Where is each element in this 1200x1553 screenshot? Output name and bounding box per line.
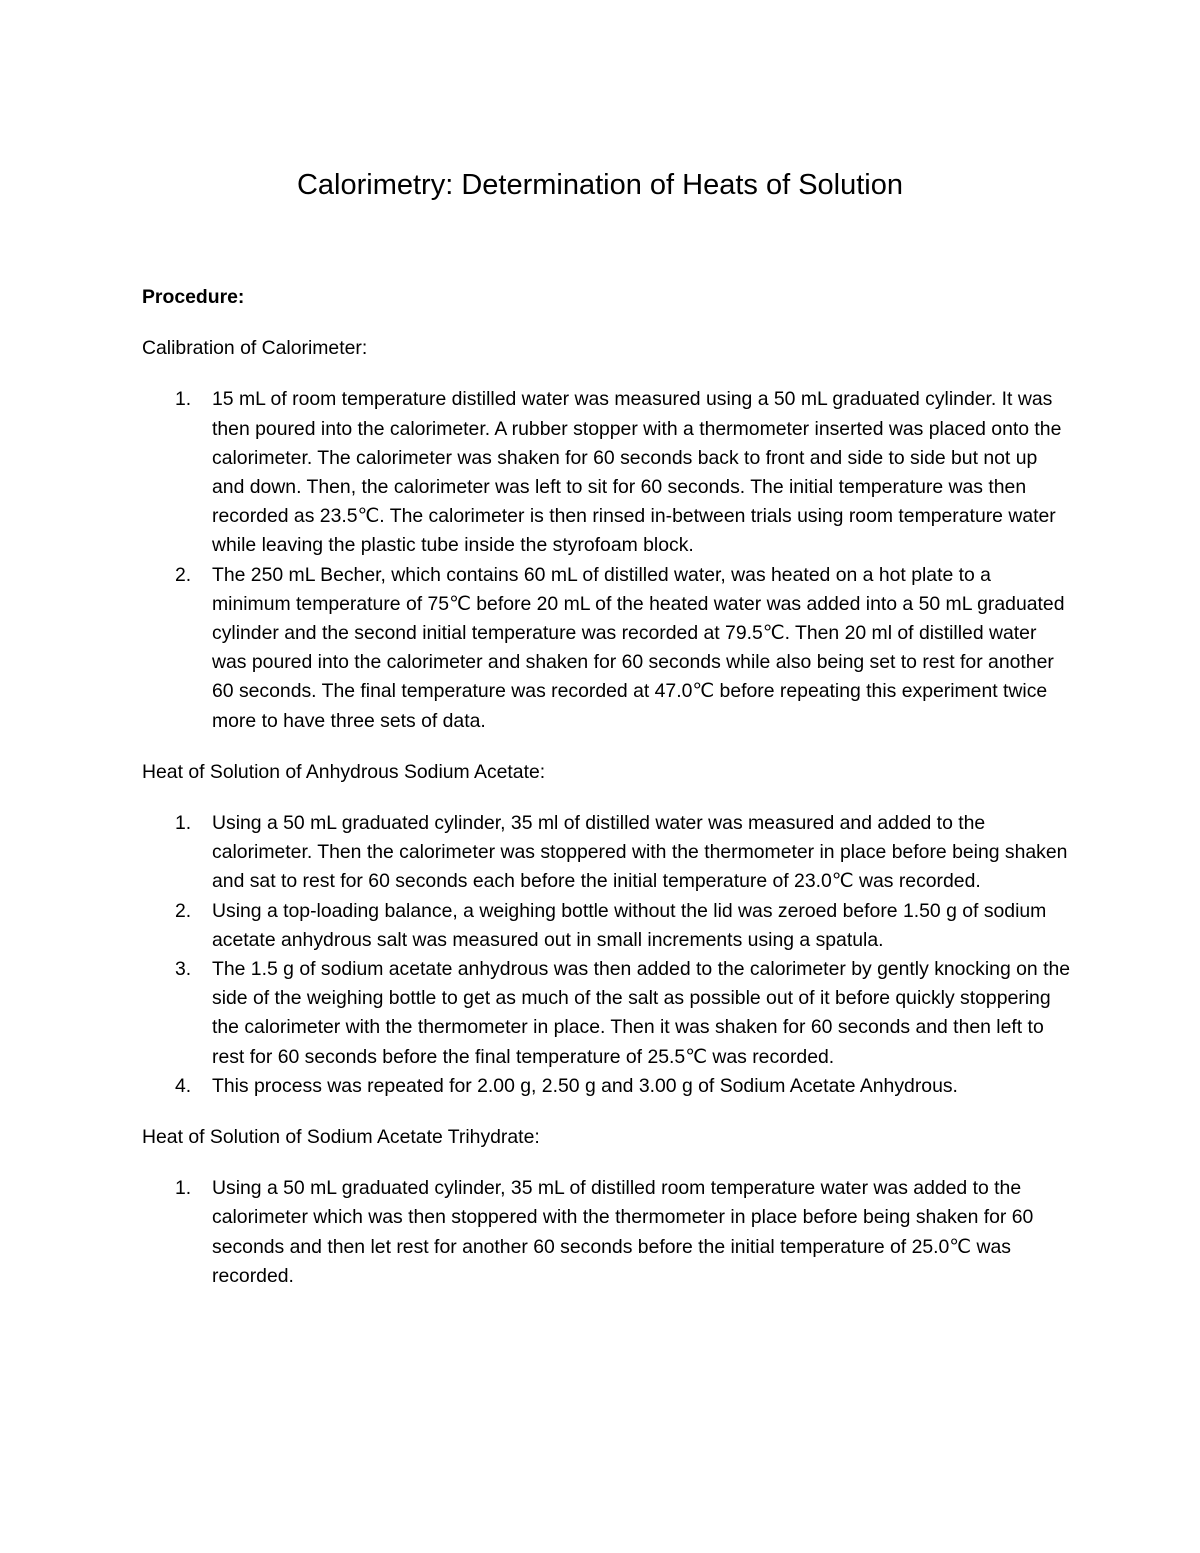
section-label-trihydrate: Heat of Solution of Sodium Acetate Trihydrate:	[142, 1126, 540, 1149]
list-item-number: 2.	[175, 563, 192, 586]
procedure-heading: Procedure:	[142, 286, 245, 308]
section-label-calibration: Calibration of Calorimeter:	[142, 337, 368, 360]
calibration-steps-list	[142, 385, 1072, 735]
list-item-text: Using a top-loading balance, a weighing bottle without the lid was zeroed before 1.50 g of sodium acetate anhydrous salt was measured out in small increments using a spatula.	[212, 899, 1047, 951]
list-item-number: 1.	[175, 1177, 192, 1200]
list-item-text: 15 mL of room temperature distilled water was measured using a 50 mL graduated cylinder. It was then poured into the calorimeter. A rubber stopper with a thermometer inserted was placed onto the calorimeter. The calorimeter was shaken for 60 seconds back to front and side to side but not up and down. Then, the calorimeter was left to sit for 60 seconds. The initial temperature was then recorded as 23.5℃. The calorimeter is then rinsed in-between trials using room temperature water while leaving the plastic tube inside the styrofoam block.	[212, 388, 1062, 557]
list-item-number: 1.	[175, 388, 192, 411]
list-item-text: Using a 50 mL graduated cylinder, 35 mL of distilled room temperature water was added to the calorimeter which was then stoppered with the thermometer in place before being shaken for 60 seconds and then let rest for another 60 seconds before the initial temperature of 25.0℃ was recorded.	[212, 1177, 1034, 1287]
list-item-text: The 1.5 g of sodium acetate anhydrous was then added to the calorimeter by gently knocking on the side of the weighing bottle to get as much of the salt as possible out of it before quickly stoppering the calorimeter with the thermometer in place. Then it was shaken for 60 seconds and then left to rest for 60 seconds before the final temperature of 25.5℃ was recorded.	[212, 958, 1071, 1068]
anhydrous-steps-list	[142, 809, 1072, 1101]
list-item	[142, 561, 1072, 736]
trihydrate-steps-list	[142, 1174, 1072, 1291]
list-item	[142, 1072, 1072, 1101]
list-item-text: This process was repeated for 2.00 g, 2.50 g and 3.00 g of Sodium Acetate Anhydrous.	[212, 1074, 958, 1097]
document-title: Calorimetry: Determination of Heats of Solution	[296, 169, 904, 201]
document-body	[142, 283, 1072, 1313]
list-item-number: 4.	[175, 1074, 192, 1097]
list-item	[142, 809, 1072, 897]
list-item	[142, 385, 1072, 560]
list-item-text: The 250 mL Becher, which contains 60 mL of distilled water, was heated on a hot plate to a minimum temperature of 75℃ before 20 mL of the heated water was added into a 50 mL graduated cylinder and the second initial temperature was recorded at 79.5℃. Then 20 ml of distilled water was poured into the calorimeter and shaken for 60 seconds while also being set to rest for another 60 seconds. The final temperature was recorded at 47.0℃ before repeating this experiment twice more to have three sets of data.	[212, 563, 1065, 732]
list-item	[142, 955, 1072, 1072]
section-label-anhydrous: Heat of Solution of Anhydrous Sodium Acetate:	[142, 760, 546, 783]
list-item-text: Using a 50 mL graduated cylinder, 35 ml of distilled water was measured and added to the calorimeter. Then the calorimeter was stoppered with the thermometer in place before being shaken and sat to rest for 60 seconds each before the initial temperature of 23.0℃ was recorded.	[212, 812, 1068, 893]
list-item-number: 3.	[175, 958, 192, 981]
list-item	[142, 897, 1072, 955]
list-item-number: 1.	[175, 812, 192, 835]
list-item	[142, 1174, 1072, 1291]
list-item-number: 2.	[175, 899, 192, 922]
